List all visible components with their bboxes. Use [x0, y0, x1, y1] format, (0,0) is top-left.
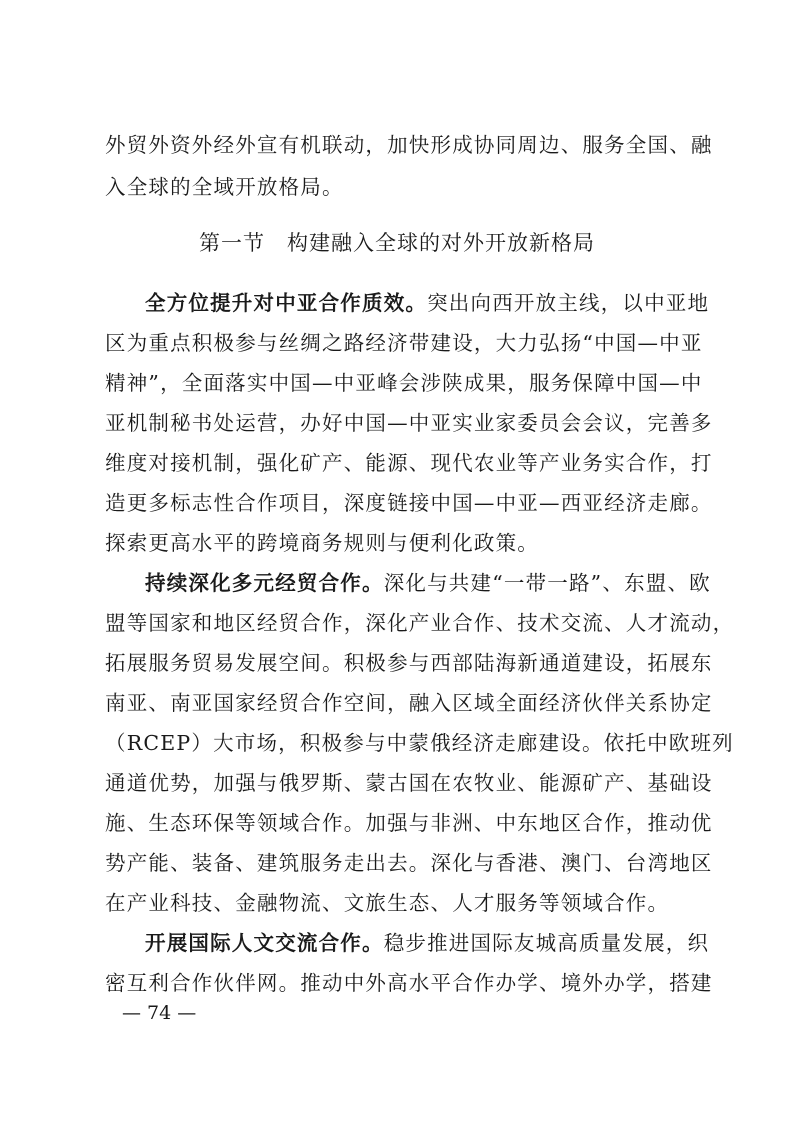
- paragraph-3-lead: 开展国际人文交流合作。: [145, 931, 384, 955]
- page-number: — 74 —: [122, 1002, 197, 1024]
- paragraph-1-lead: 全方位提升对中亚合作质效。: [145, 291, 428, 315]
- paragraph-2-line-1: 深化与共建“一带一路”、东盟、欧: [383, 571, 711, 595]
- paragraph-1-line-3: 精神”，全面落实中国—中亚峰会涉陕成果，服务保障中国—中: [105, 371, 703, 395]
- paragraph-1-line-5: 维度对接机制，强化矿产、能源、现代农业等产业务实合作，打: [105, 451, 713, 475]
- paragraph-2-line-9: 在产业科技、金融物流、文旅生态、人才服务等领域合作。: [105, 891, 670, 915]
- paragraph-2-first-line: [145, 568, 711, 598]
- paragraph-1-line-4: 亚机制秘书处运营，办好中国—中亚实业家委员会会议，完善多: [105, 411, 713, 435]
- paragraph-2-line-2: 盟等国家和地区经贸合作，深化产业合作、技术交流、人才流动，: [105, 611, 735, 635]
- paragraph-1-line-1: 突出向西开放主线，以中亚地: [427, 291, 710, 315]
- paragraph-2-line-5: （RCEP）大市场，积极参与中蒙俄经济走廊建设。依托中欧班列: [105, 731, 734, 755]
- paragraph-2-line-8: 势产能、装备、建筑服务走出去。深化与香港、澳门、台湾地区: [105, 851, 713, 875]
- intro-line-2: 入全球的全域开放格局。: [105, 175, 344, 199]
- paragraph-1-line-7: 探索更高水平的跨境商务规则与便利化政策。: [105, 531, 539, 555]
- paragraph-3-line-2: 密互利合作伙伴网。推动中外高水平合作办学、境外办学，搭建: [105, 971, 713, 995]
- paragraph-3-first-line: [145, 928, 710, 958]
- paragraph-2-line-3: 拓展服务贸易发展空间。积极参与西部陆海新通道建设，拓展东: [105, 651, 713, 675]
- paragraph-2-line-4: 南亚、南亚国家经贸合作空间，融入区域全面经济伙伴关系协定: [105, 691, 713, 715]
- intro-line-1: 外贸外资外经外宣有机联动，加快形成协同周边、服务全国、融: [105, 133, 713, 157]
- paragraph-2-line-6: 通道优势，加强与俄罗斯、蒙古国在农牧业、能源矿产、基础设: [105, 771, 713, 795]
- paragraph-3-line-1: 稳步推进国际友城高质量发展，织: [383, 931, 710, 955]
- paragraph-1-line-2: 区为重点积极参与丝绸之路经济带建设，大力弘扬“中国—中亚: [105, 331, 703, 355]
- paragraph-2-line-7: 施、生态环保等领域合作。加强与非洲、中东地区合作，推动优: [105, 811, 713, 835]
- paragraph-1-first-line: [145, 288, 710, 318]
- paragraph-1-line-6: 造更多标志性合作项目，深度链接中国—中亚—西亚经济走廊。: [105, 491, 713, 515]
- paragraph-2-lead: 持续深化多元经贸合作。: [145, 571, 384, 595]
- section-heading: 第一节 构建融入全球的对外开放新格局: [199, 231, 595, 255]
